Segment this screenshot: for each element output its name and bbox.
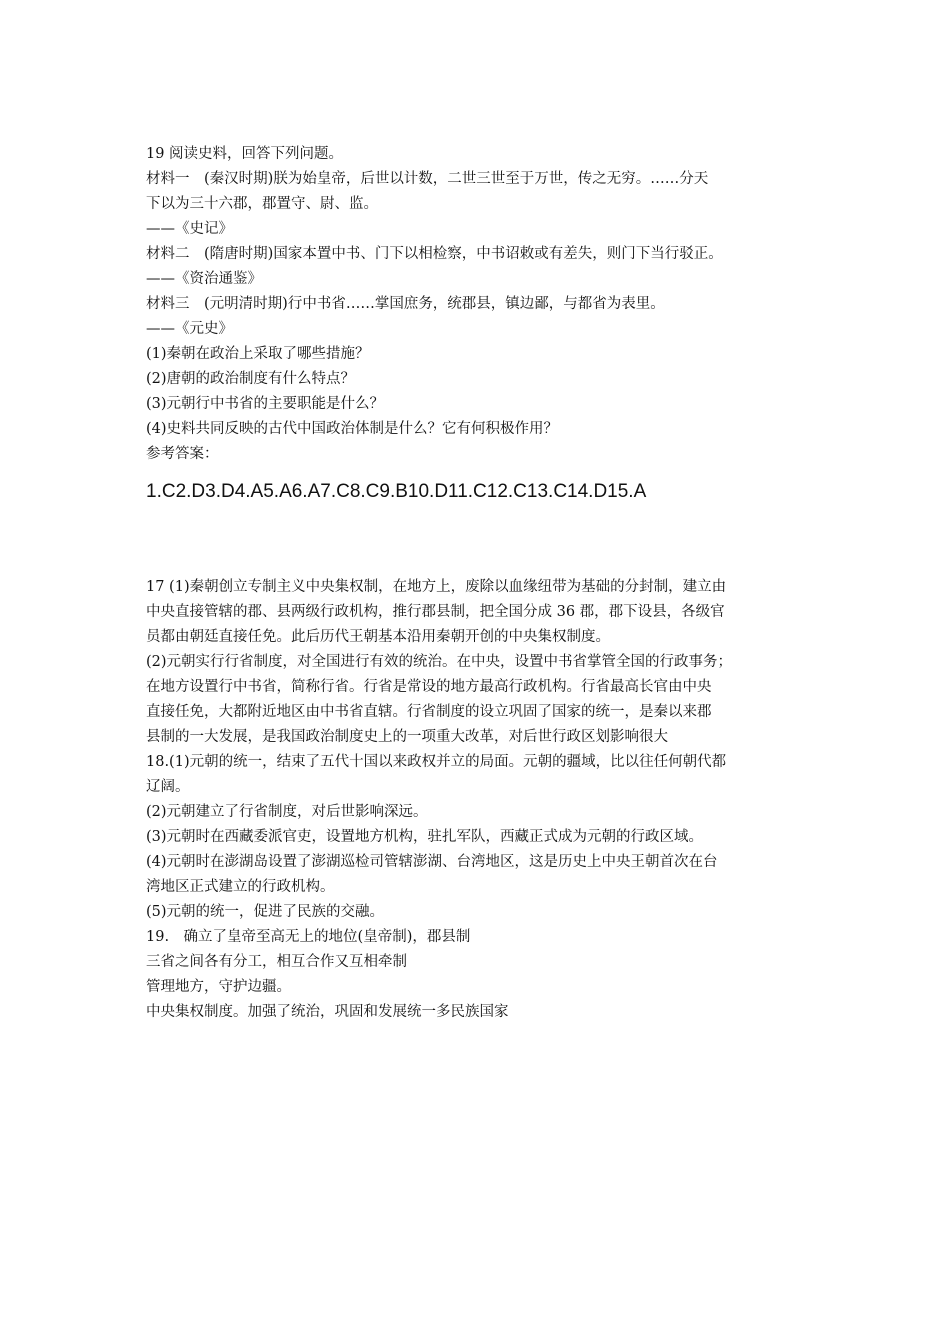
- answer-19-line-3: 管理地方，守护边疆。: [146, 979, 291, 995]
- material-1-line-2: 下以为三十六郡，郡置守、尉、监。: [146, 196, 378, 212]
- answer-18-line-7: (5)元朝的统一，促进了民族的交融。: [146, 904, 385, 920]
- material-1-source: ——《史记》: [146, 221, 233, 237]
- answer-19-line-4: 中央集权制度。加强了统治，巩固和发展统一多民族国家: [146, 1004, 509, 1020]
- answer-17: [146, 575, 814, 750]
- answer-19: [146, 925, 814, 1025]
- sub-question-1: (1)秦朝在政治上采取了哪些措施？: [146, 346, 370, 362]
- answer-17-line-7: 县制的一大发展，是我国政治制度史上的一项重大改革，对后世行政区划影响很大: [146, 729, 668, 745]
- spacer: [146, 507, 814, 575]
- material-3-source: ——《元史》: [146, 321, 233, 337]
- answer-18: [146, 750, 814, 925]
- answer-19-line-1: 19. 确立了皇帝至高无上的地位(皇帝制)，郡县制: [146, 929, 471, 945]
- material-2-line-1: 材料二 (隋唐时期)国家本置中书、门下以相检察，中书诏敕或有差失，则门下当行驳正。: [146, 246, 723, 262]
- multiple-choice-answers: 1.C2.D3.D4.A5.A6.A7.C8.C9.B10.D11.C12.C13.C14.D15.A: [146, 481, 647, 502]
- answer-18-line-4: (3)元朝时在西藏委派官吏，设置地方机构，驻扎军队，西藏正式成为元朝的行政区域。: [146, 829, 704, 845]
- answer-17-line-6: 直接任免，大都附近地区由中书省直辖。行省制度的设立巩固了国家的统一，是秦以来郡: [146, 704, 712, 720]
- answer-18-line-5: (4)元朝时在澎湖岛设置了澎湖巡检司管辖澎湖、台湾地区，这是历史上中央王朝首次在台: [146, 854, 718, 870]
- answer-17-line-4: (2)元朝实行行省制度，对全国进行有效的统治。在中央，设置中书省掌管全国的行政事务；: [146, 654, 733, 670]
- answer-18-line-6: 湾地区正式建立的行政机构。: [146, 879, 335, 895]
- document-page: [146, 142, 814, 1025]
- sub-question-4: (4)史料共同反映的古代中国政治体制是什么？它有何积极作用？: [146, 421, 559, 437]
- answer-17-line-5: 在地方设置行中书省，简称行省。行省是常设的地方最高行政机构。行省最高长官由中央: [146, 679, 712, 695]
- sub-question-2: (2)唐朝的政治制度有什么特点？: [146, 371, 356, 387]
- material-2-source: ——《资治通鉴》: [146, 271, 262, 287]
- material-1-line-1: 材料一 (秦汉时期)朕为始皇帝，后世以计数，二世三世至于万世，传之无穷。……分天: [146, 171, 709, 187]
- sub-question-3: (3)元朝行中书省的主要职能是什么？: [146, 396, 385, 412]
- answer-17-line-2: 中央直接管辖的郡、县两级行政机构，推行郡县制，把全国分成 36 郡，郡下设县，各级官: [146, 604, 725, 620]
- answer-18-line-1: 18.(1)元朝的统一，结束了五代十国以来政权并立的局面。元朝的疆域，比以往任何朝代都: [146, 754, 727, 770]
- answer-17-line-3: 员都由朝廷直接任免。此后历代王朝基本沿用秦朝开创的中央集权制度。: [146, 629, 610, 645]
- answer-18-line-2: 辽阔。: [146, 779, 190, 795]
- answer-18-line-3: (2)元朝建立了行省制度，对后世影响深远。: [146, 804, 428, 820]
- answer-key-heading: 参考答案：: [146, 446, 219, 462]
- answer-19-line-2: 三省之间各有分工，相互合作又互相牵制: [146, 954, 407, 970]
- answer-key: [146, 442, 814, 507]
- question-title: 19 阅读史料，回答下列问题。: [146, 146, 344, 162]
- question-19: [146, 142, 814, 442]
- answer-17-line-1: 17 (1)秦朝创立专制主义中央集权制，在地方上，废除以血缘纽带为基础的分封制，建立由: [146, 579, 727, 595]
- material-3-line-1: 材料三 (元明清时期)行中书省……掌国庶务，统郡县，镇边鄙，与都省为表里。: [146, 296, 665, 312]
